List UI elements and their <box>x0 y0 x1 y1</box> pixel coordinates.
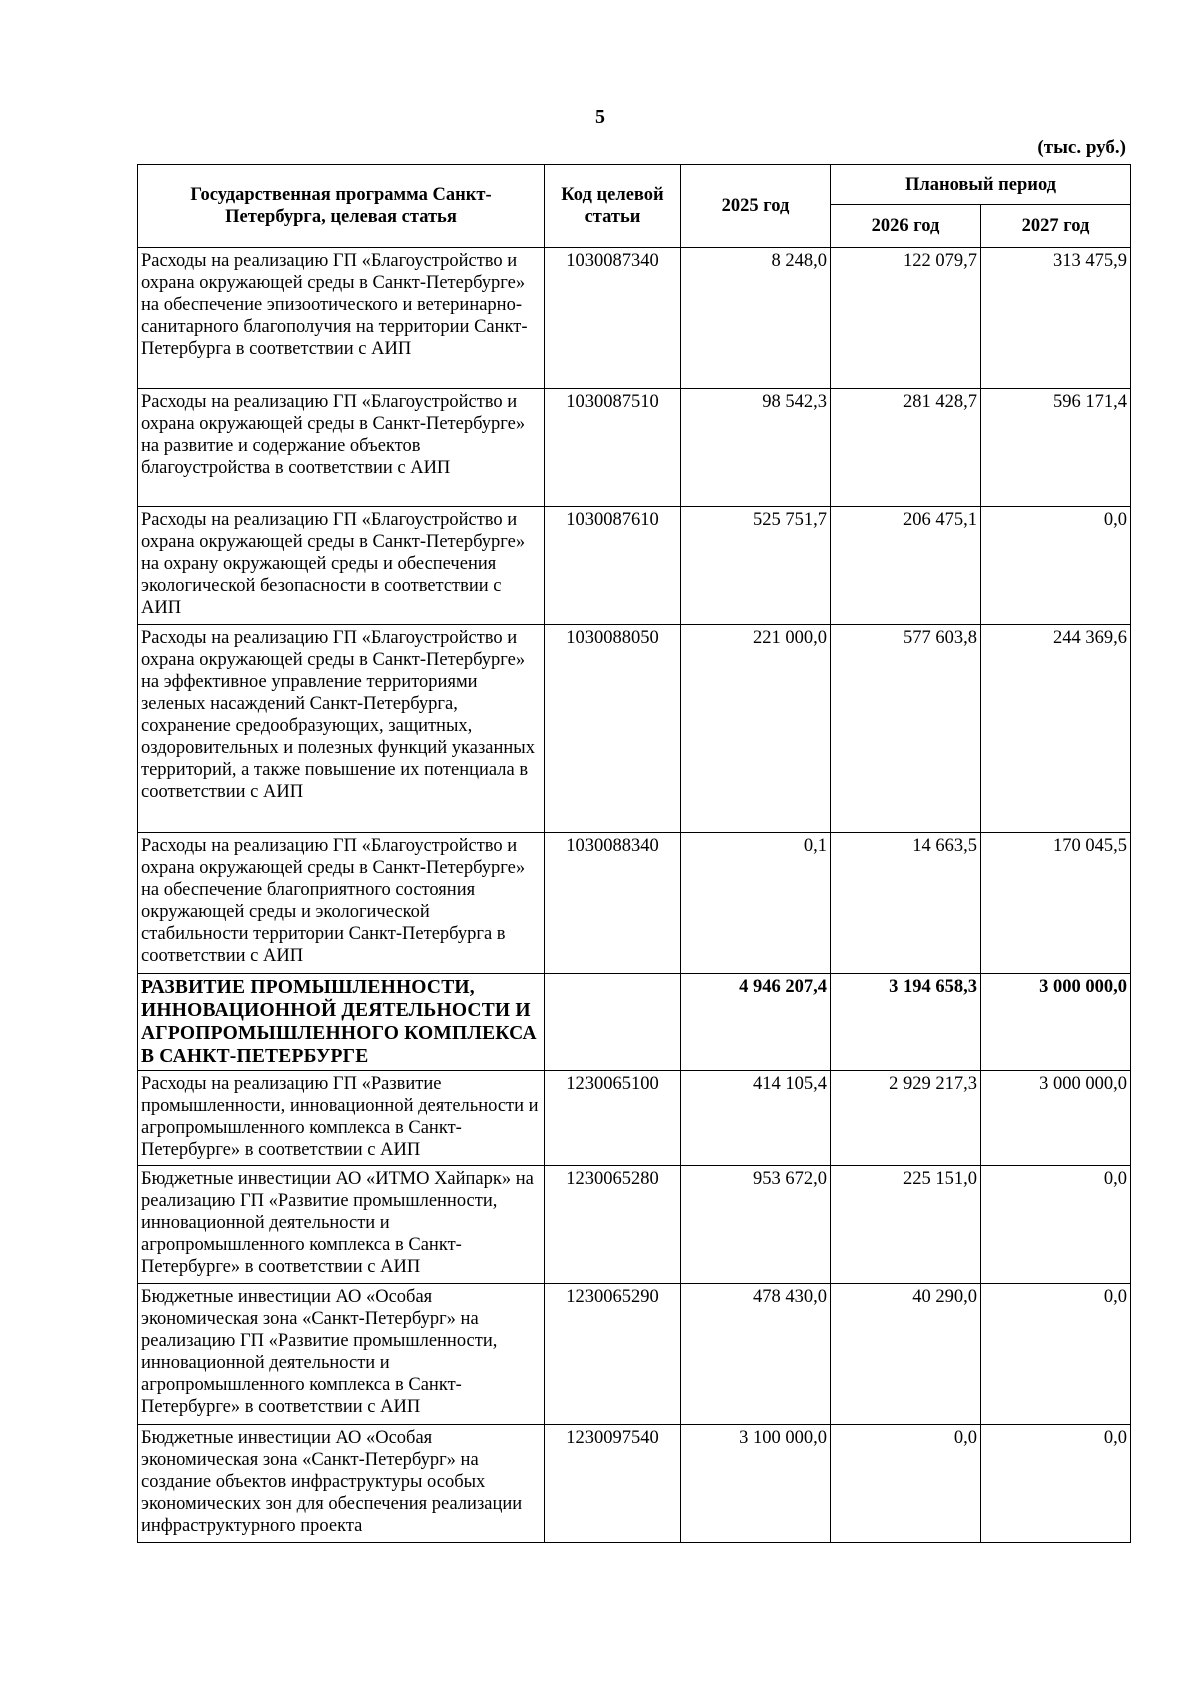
row-value-2025: 525 751,7 <box>681 507 831 625</box>
row-value-2026: 122 079,7 <box>831 248 981 389</box>
header-code: Код целевой статьи <box>545 165 681 248</box>
row-value-2026: 2 929 217,3 <box>831 1071 981 1166</box>
row-value-2027: 0,0 <box>981 1166 1131 1284</box>
header-2027: 2027 год <box>981 205 1131 248</box>
row-value-2025: 221 000,0 <box>681 625 831 833</box>
budget-table <box>137 164 1131 1543</box>
table-body <box>138 248 1131 1543</box>
row-code: 1030087340 <box>545 248 681 389</box>
table-row <box>138 625 1131 833</box>
row-value-2027: 596 171,4 <box>981 389 1131 507</box>
row-value-2025: 953 672,0 <box>681 1166 831 1284</box>
row-name: РАЗВИТИЕ ПРОМЫШЛЕННОСТИ, ИННОВАЦИОННОЙ ДЕЯТЕЛЬНОСТИ И АГРОПРОМЫШЛЕННОГО КОМПЛЕКСА В САНКТ-ПЕТЕРБУРГЕ <box>138 974 545 1071</box>
row-value-2026: 14 663,5 <box>831 833 981 974</box>
row-value-2027: 3 000 000,0 <box>981 974 1131 1071</box>
row-code: 1030088340 <box>545 833 681 974</box>
section-row <box>138 974 1131 1071</box>
row-code <box>545 974 681 1071</box>
header-2025: 2025 год <box>681 165 831 248</box>
row-name: Расходы на реализацию ГП «Благоустройство и охрана окружающей среды в Санкт-Петербурге» на развитие и содержание объектов благоустройства в соответствии с АИП <box>138 389 545 507</box>
row-value-2025: 414 105,4 <box>681 1071 831 1166</box>
row-code: 1230065290 <box>545 1284 681 1425</box>
row-name: Бюджетные инвестиции АО «ИТМО Хайпарк» на реализацию ГП «Развитие промышленности, инновационной деятельности и агропромышленного комплекса в Санкт-Петербурге» в соответствии с АИП <box>138 1166 545 1284</box>
row-value-2025: 478 430,0 <box>681 1284 831 1425</box>
row-value-2025: 0,1 <box>681 833 831 974</box>
row-value-2026: 225 151,0 <box>831 1166 981 1284</box>
row-value-2026: 0,0 <box>831 1425 981 1543</box>
row-name: Расходы на реализацию ГП «Благоустройство и охрана окружающей среды в Санкт-Петербурге» на обеспечение благоприятного состояния окружающей среды и экологической стабильности территории Санкт-Петербурга в соответствии с АИП <box>138 833 545 974</box>
row-name: Расходы на реализацию ГП «Благоустройство и охрана окружающей среды в Санкт-Петербурге» на эффективное управление территориями зеленых насаждений Санкт-Петербурга, сохранение средообразующих, защитных, оздоровительных и полезных функций указанных территорий, а также повышение их потенциала в соответствии с АИП <box>138 625 545 833</box>
row-code: 1230065280 <box>545 1166 681 1284</box>
row-value-2027: 0,0 <box>981 1425 1131 1543</box>
row-value-2026: 40 290,0 <box>831 1284 981 1425</box>
table-row <box>138 1071 1131 1166</box>
row-value-2027: 0,0 <box>981 1284 1131 1425</box>
table-row <box>138 507 1131 625</box>
row-value-2027: 0,0 <box>981 507 1131 625</box>
row-value-2027: 170 045,5 <box>981 833 1131 974</box>
table-row <box>138 1166 1131 1284</box>
row-code: 1030087610 <box>545 507 681 625</box>
row-name: Расходы на реализацию ГП «Благоустройство и охрана окружающей среды в Санкт-Петербурге» на охрану окружающей среды и обеспечения экологической безопасности в соответствии с АИП <box>138 507 545 625</box>
header-program: Государственная программа Санкт-Петербурга, целевая статья <box>138 165 545 248</box>
row-name: Расходы на реализацию ГП «Развитие промышленности, инновационной деятельности и агропромышленного комплекса в Санкт-Петербурге» в соответствии с АИП <box>138 1071 545 1166</box>
row-value-2026: 206 475,1 <box>831 507 981 625</box>
row-name: Бюджетные инвестиции АО «Особая экономическая зона «Санкт-Петербург» на реализацию ГП «Развитие промышленности, инновационной деятельности и агропромышленного комплекса в Санкт-Петербурге» в соответствии с АИП <box>138 1284 545 1425</box>
header-2026: 2026 год <box>831 205 981 248</box>
table-row <box>138 389 1131 507</box>
row-value-2027: 3 000 000,0 <box>981 1071 1131 1166</box>
row-code: 1030088050 <box>545 625 681 833</box>
table-row <box>138 1425 1131 1543</box>
units-label: (тыс. руб.) <box>1037 137 1126 158</box>
header-plan-period: Плановый период <box>831 165 1131 205</box>
row-value-2025: 4 946 207,4 <box>681 974 831 1071</box>
page-number: 5 <box>595 106 605 128</box>
table-row <box>138 248 1131 389</box>
row-value-2025: 3 100 000,0 <box>681 1425 831 1543</box>
table-header <box>138 165 1131 248</box>
row-value-2026: 3 194 658,3 <box>831 974 981 1071</box>
row-value-2025: 8 248,0 <box>681 248 831 389</box>
row-value-2027: 244 369,6 <box>981 625 1131 833</box>
row-code: 1230065100 <box>545 1071 681 1166</box>
table-row <box>138 833 1131 974</box>
row-name: Бюджетные инвестиции АО «Особая экономическая зона «Санкт-Петербург» на создание объектов инфраструктуры особых экономических зон для обеспечения реализации инфраструктурного проекта <box>138 1425 545 1543</box>
row-value-2026: 577 603,8 <box>831 625 981 833</box>
row-value-2025: 98 542,3 <box>681 389 831 507</box>
row-name: Расходы на реализацию ГП «Благоустройство и охрана окружающей среды в Санкт-Петербурге» на обеспечение эпизоотического и ветеринарно-санитарного благополучия на территории Санкт-Петербурга в соответствии с АИП <box>138 248 545 389</box>
row-code: 1230097540 <box>545 1425 681 1543</box>
row-code: 1030087510 <box>545 389 681 507</box>
row-value-2026: 281 428,7 <box>831 389 981 507</box>
table-row <box>138 1284 1131 1425</box>
row-value-2027: 313 475,9 <box>981 248 1131 389</box>
